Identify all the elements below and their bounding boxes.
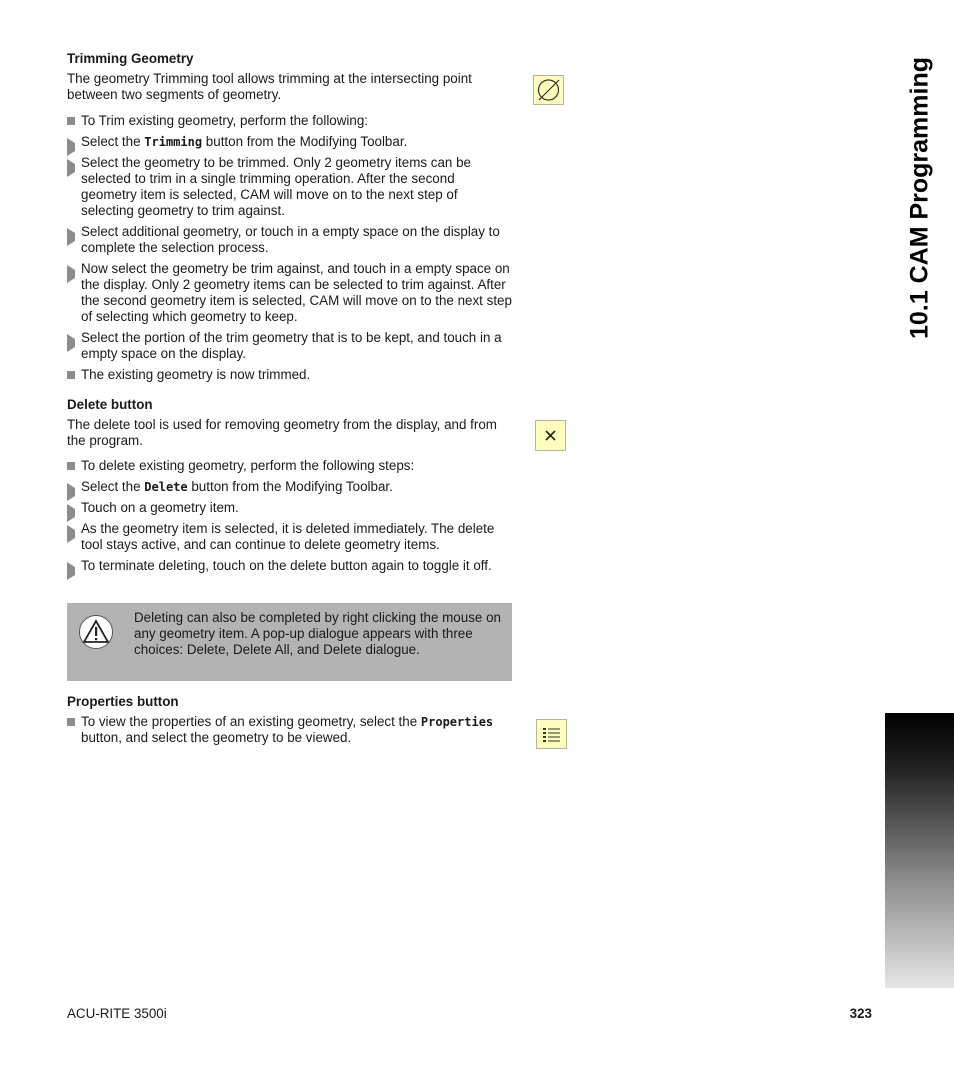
list-item [67, 714, 513, 746]
square-bullet-icon [67, 117, 75, 125]
arrow-bullet-icon [67, 159, 83, 177]
main-content [67, 50, 513, 579]
footer-product: ACU-RITE 3500i [67, 1006, 167, 1021]
delete-intro: The delete tool is used for removing geometry from the display, and from the program. [67, 417, 497, 448]
list-item [67, 224, 513, 256]
list-item [67, 330, 513, 362]
warning-icon [79, 615, 113, 649]
list-item [67, 113, 513, 129]
list-item-text: button from the Modifying Toolbar. [187, 479, 393, 494]
trim-tool-icon [533, 75, 564, 105]
note-box [67, 603, 512, 681]
delete-heading: Delete button [67, 397, 153, 412]
list-item [67, 261, 513, 325]
list-item [67, 134, 513, 150]
chapter-title-text: 10.1 CAM Programming [905, 56, 934, 340]
arrow-bullet-icon [67, 265, 83, 283]
arrow-bullet-icon [67, 483, 83, 501]
trimming-steps-list [67, 113, 513, 383]
arrow-bullet-icon [67, 228, 83, 246]
list-item-text: To terminate deleting, touch on the delete button again to toggle it off. [81, 558, 492, 573]
properties-steps-list [67, 714, 513, 746]
footer-page-number: 323 [849, 1006, 872, 1021]
trimming-heading: Trimming Geometry [67, 51, 194, 66]
list-item-text: Select the [81, 134, 145, 149]
trimming-intro: The geometry Trimming tool allows trimming at the intersecting point between two segments of geometry. [67, 71, 472, 102]
delete-steps-list [67, 458, 513, 574]
button-name: Properties [420, 715, 494, 729]
list-item-text: button, and select the geometry to be viewed. [81, 730, 352, 745]
delete-tool-icon [535, 420, 566, 451]
list-item [67, 558, 513, 574]
arrow-bullet-icon [67, 525, 83, 543]
list-item [67, 500, 513, 516]
list-item [67, 479, 513, 495]
list-item-text: Touch on a geometry item. [81, 500, 239, 515]
square-bullet-icon [67, 462, 75, 470]
properties-section [67, 693, 513, 751]
list-item-text: Select the geometry to be trimmed. Only 2 geometry items can be selected to trim in a single trimming operation. After the second geometry item is selected, CAM will move on to the next step of selecting geometry to trim against. [81, 155, 471, 218]
arrow-bullet-icon [67, 562, 83, 580]
list-item-text: Select additional geometry, or touch in a empty space on the display to complete the selection process. [81, 224, 500, 255]
chapter-tab-bar [885, 713, 954, 988]
square-bullet-icon [67, 718, 75, 726]
list-item-text: Now select the geometry be trim against, and touch in a empty space on the display. Only 2 geometry items can be selected to trim against. After the second geometry item is selected, CAM will move on to the next step of selecting which geometry to keep. [81, 261, 512, 324]
list-item-text: To Trim existing geometry, perform the following: [81, 113, 369, 128]
list-item-text: As the geometry item is selected, it is deleted immediately. The delete tool stays active, and can continue to delete geometry items. [81, 521, 495, 552]
button-name: Trimming [144, 135, 203, 149]
list-item-text: Select the [81, 479, 145, 494]
list-item [67, 367, 513, 383]
arrow-bullet-icon [67, 334, 83, 352]
list-item-text: To delete existing geometry, perform the following steps: [81, 458, 415, 473]
chapter-side-title [900, 48, 940, 348]
square-bullet-icon [67, 371, 75, 379]
list-item-text: button from the Modifying Toolbar. [202, 134, 408, 149]
properties-heading: Properties button [67, 694, 179, 709]
arrow-bullet-icon [67, 504, 83, 522]
list-item-text: To view the properties of an existing geometry, select the [81, 714, 421, 729]
list-item [67, 155, 513, 219]
arrow-bullet-icon [67, 138, 83, 156]
list-item [67, 458, 513, 474]
note-text: Deleting can also be completed by right clicking the mouse on any geometry item. A pop-up dialogue appears with three choices: Delete, Delete All, and Delete dialogue. [134, 610, 501, 657]
list-item-text: The existing geometry is now trimmed. [81, 367, 311, 382]
list-item [67, 521, 513, 553]
properties-tool-icon [536, 719, 567, 749]
button-name: Delete [144, 480, 188, 494]
list-item-text: Select the portion of the trim geometry that is to be kept, and touch in a empty space on the display. [81, 330, 502, 361]
